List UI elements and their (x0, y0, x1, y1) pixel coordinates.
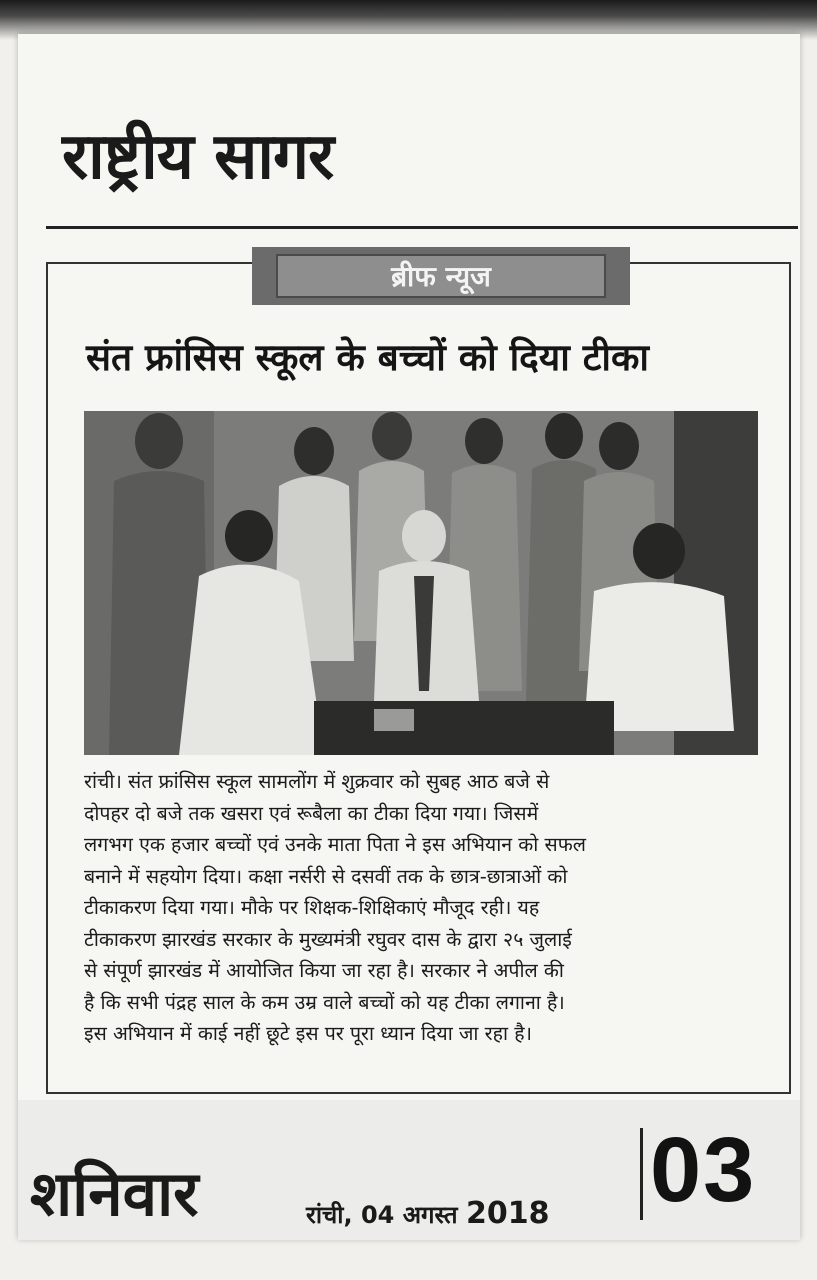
body-line: है कि सभी पंद्रह साल के कम उम्र वाले बच्चों को यह टीका लगाना है। (84, 990, 565, 1014)
footer-dateline (306, 1196, 549, 1231)
dateline-year: 2018 (465, 1196, 550, 1231)
body-line: दोपहर दो बजे तक खसरा एवं रूबैला का टीका दिया गया। जिसमें (84, 801, 539, 825)
body-line: लगभग एक हजार बच्चों एवं उनके माता पिता ने इस अभियान को सफल (84, 833, 586, 856)
masthead-title: राष्ट्रीय सागर (62, 119, 334, 194)
masthead-rule (46, 226, 798, 229)
body-line: टीकाकरण झारखंड सरकार के मुख्यमंत्री रघुवर दास के द्वारा २५ जुलाई (84, 927, 572, 951)
body-line: बनाने में सहयोग दिया। कक्षा नर्सरी से दसवीं तक के छात्र-छात्राओं को (84, 864, 568, 888)
section-label: ब्रीफ न्यूज (276, 254, 606, 298)
body-line: इस अभियान में काई नहीं छूटे इस पर पूरा ध्यान दिया जा रहा है। (84, 1022, 532, 1045)
footer-day: शनिवार (30, 1157, 199, 1230)
section-label-box (252, 247, 630, 305)
dateline-text: रांची, 04 अगस्त (306, 1201, 458, 1229)
page-number: 03 (650, 1119, 757, 1221)
article-body (84, 766, 760, 1050)
article-photo (84, 411, 758, 755)
body-line: से संपूर्ण झारखंड में आयोजित किया जा रहा है। सरकार ने अपील की (84, 959, 564, 982)
group-photo-icon (84, 411, 758, 755)
footer-divider (640, 1128, 643, 1220)
article-headline: संत फ्रांसिस स्कूल के बच्चों को दिया टीका (86, 335, 649, 379)
body-line: रांची। संत फ्रांसिस स्कूल सामलोंग में शुक्रवार को सुबह आठ बजे से (84, 770, 550, 793)
body-line: टीकाकरण दिया गया। मौके पर शिक्षक-शिक्षिकाएं मौजूद रही। यह (84, 896, 540, 919)
